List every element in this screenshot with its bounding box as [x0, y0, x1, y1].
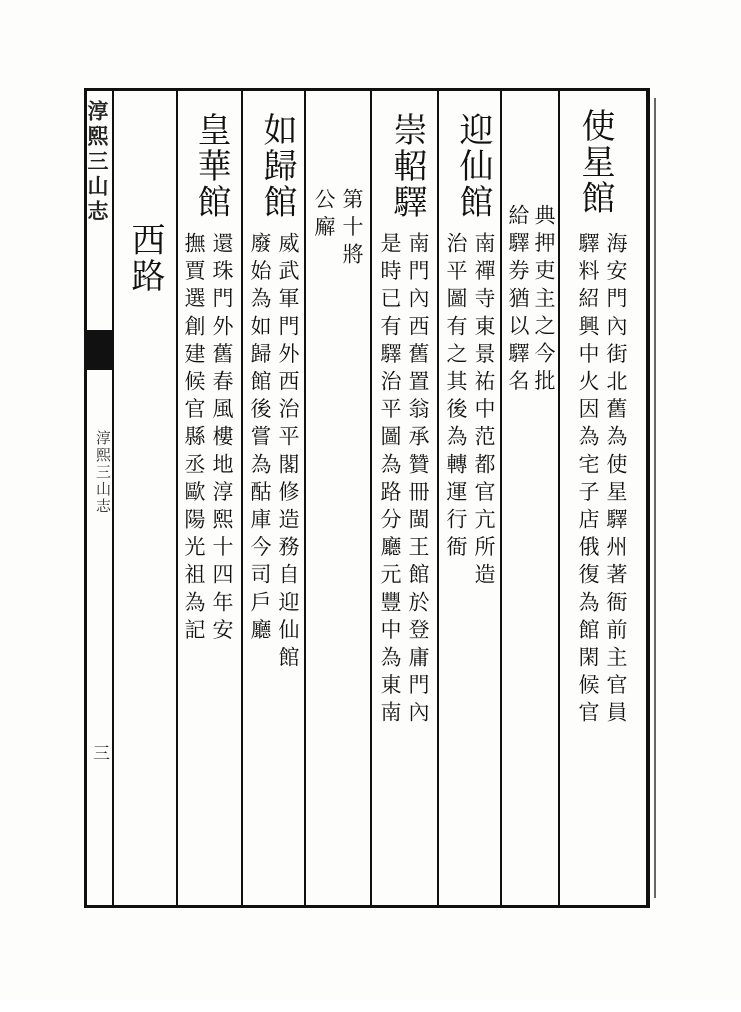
entry-heading: 迎仙館: [453, 112, 493, 220]
column-rule: [370, 90, 372, 906]
entry-text-line: 南門內西舊置翁承贊冊閩王館於登庸門內: [406, 232, 430, 729]
entry-text-line: 南禪寺東景祐中范都官亢所造: [472, 232, 496, 591]
entry-text-line: 撫賈選創建候官縣丞歐陽光祖為記: [182, 232, 206, 646]
column-rule: [304, 90, 306, 906]
page-number: 三: [89, 744, 109, 761]
margin-header: 淳熙三山志: [85, 100, 110, 225]
entry-text-line: 給驛券猶以驛名: [506, 204, 530, 398]
entry-heading: 皇華館: [191, 112, 231, 220]
column-rule: [500, 90, 502, 906]
entry-text-line: 威武軍門外西治平閣修造務自迎仙館: [276, 232, 300, 674]
entry-text-line: 海安門內街北舊為使星驛州著衙前主官員: [604, 232, 628, 729]
page-edge-shadow: [654, 98, 656, 898]
entry-text-line: 第十將: [340, 188, 364, 271]
entry-text-line: 是時已有驛治平圖為路分廳元豐中為東南: [378, 232, 402, 729]
entry-heading: 崇軺驛: [387, 112, 427, 220]
entry-text-line: 驛料紹興中火因為宅子店俄復為館閑候官: [576, 232, 600, 729]
entry-text-line: 廢始為如歸館後嘗為酤庫今司戶廳: [248, 232, 272, 646]
fishtail-mark: [86, 330, 112, 366]
column-rule: [241, 90, 243, 906]
entry-heading: 如歸館: [257, 112, 297, 220]
column-rule: [176, 90, 178, 906]
entry-heading: 使星館: [575, 108, 615, 216]
entry-text-line: 治平圖有之其後為轉運行衙: [444, 232, 468, 564]
entry-text-line: 還珠門外舊春風樓地淳熙十四年安: [210, 232, 234, 646]
page-frame: [84, 88, 650, 908]
column-rule: [437, 90, 439, 906]
fishtail-rule: [86, 366, 112, 370]
entry-text-line: 典押吏主之今批: [532, 204, 556, 398]
section-heading: 西路: [125, 222, 165, 294]
entry-text-line: 公廨: [312, 188, 336, 244]
column-rule: [558, 90, 560, 906]
book-title: 淳熙三山志: [94, 430, 112, 515]
